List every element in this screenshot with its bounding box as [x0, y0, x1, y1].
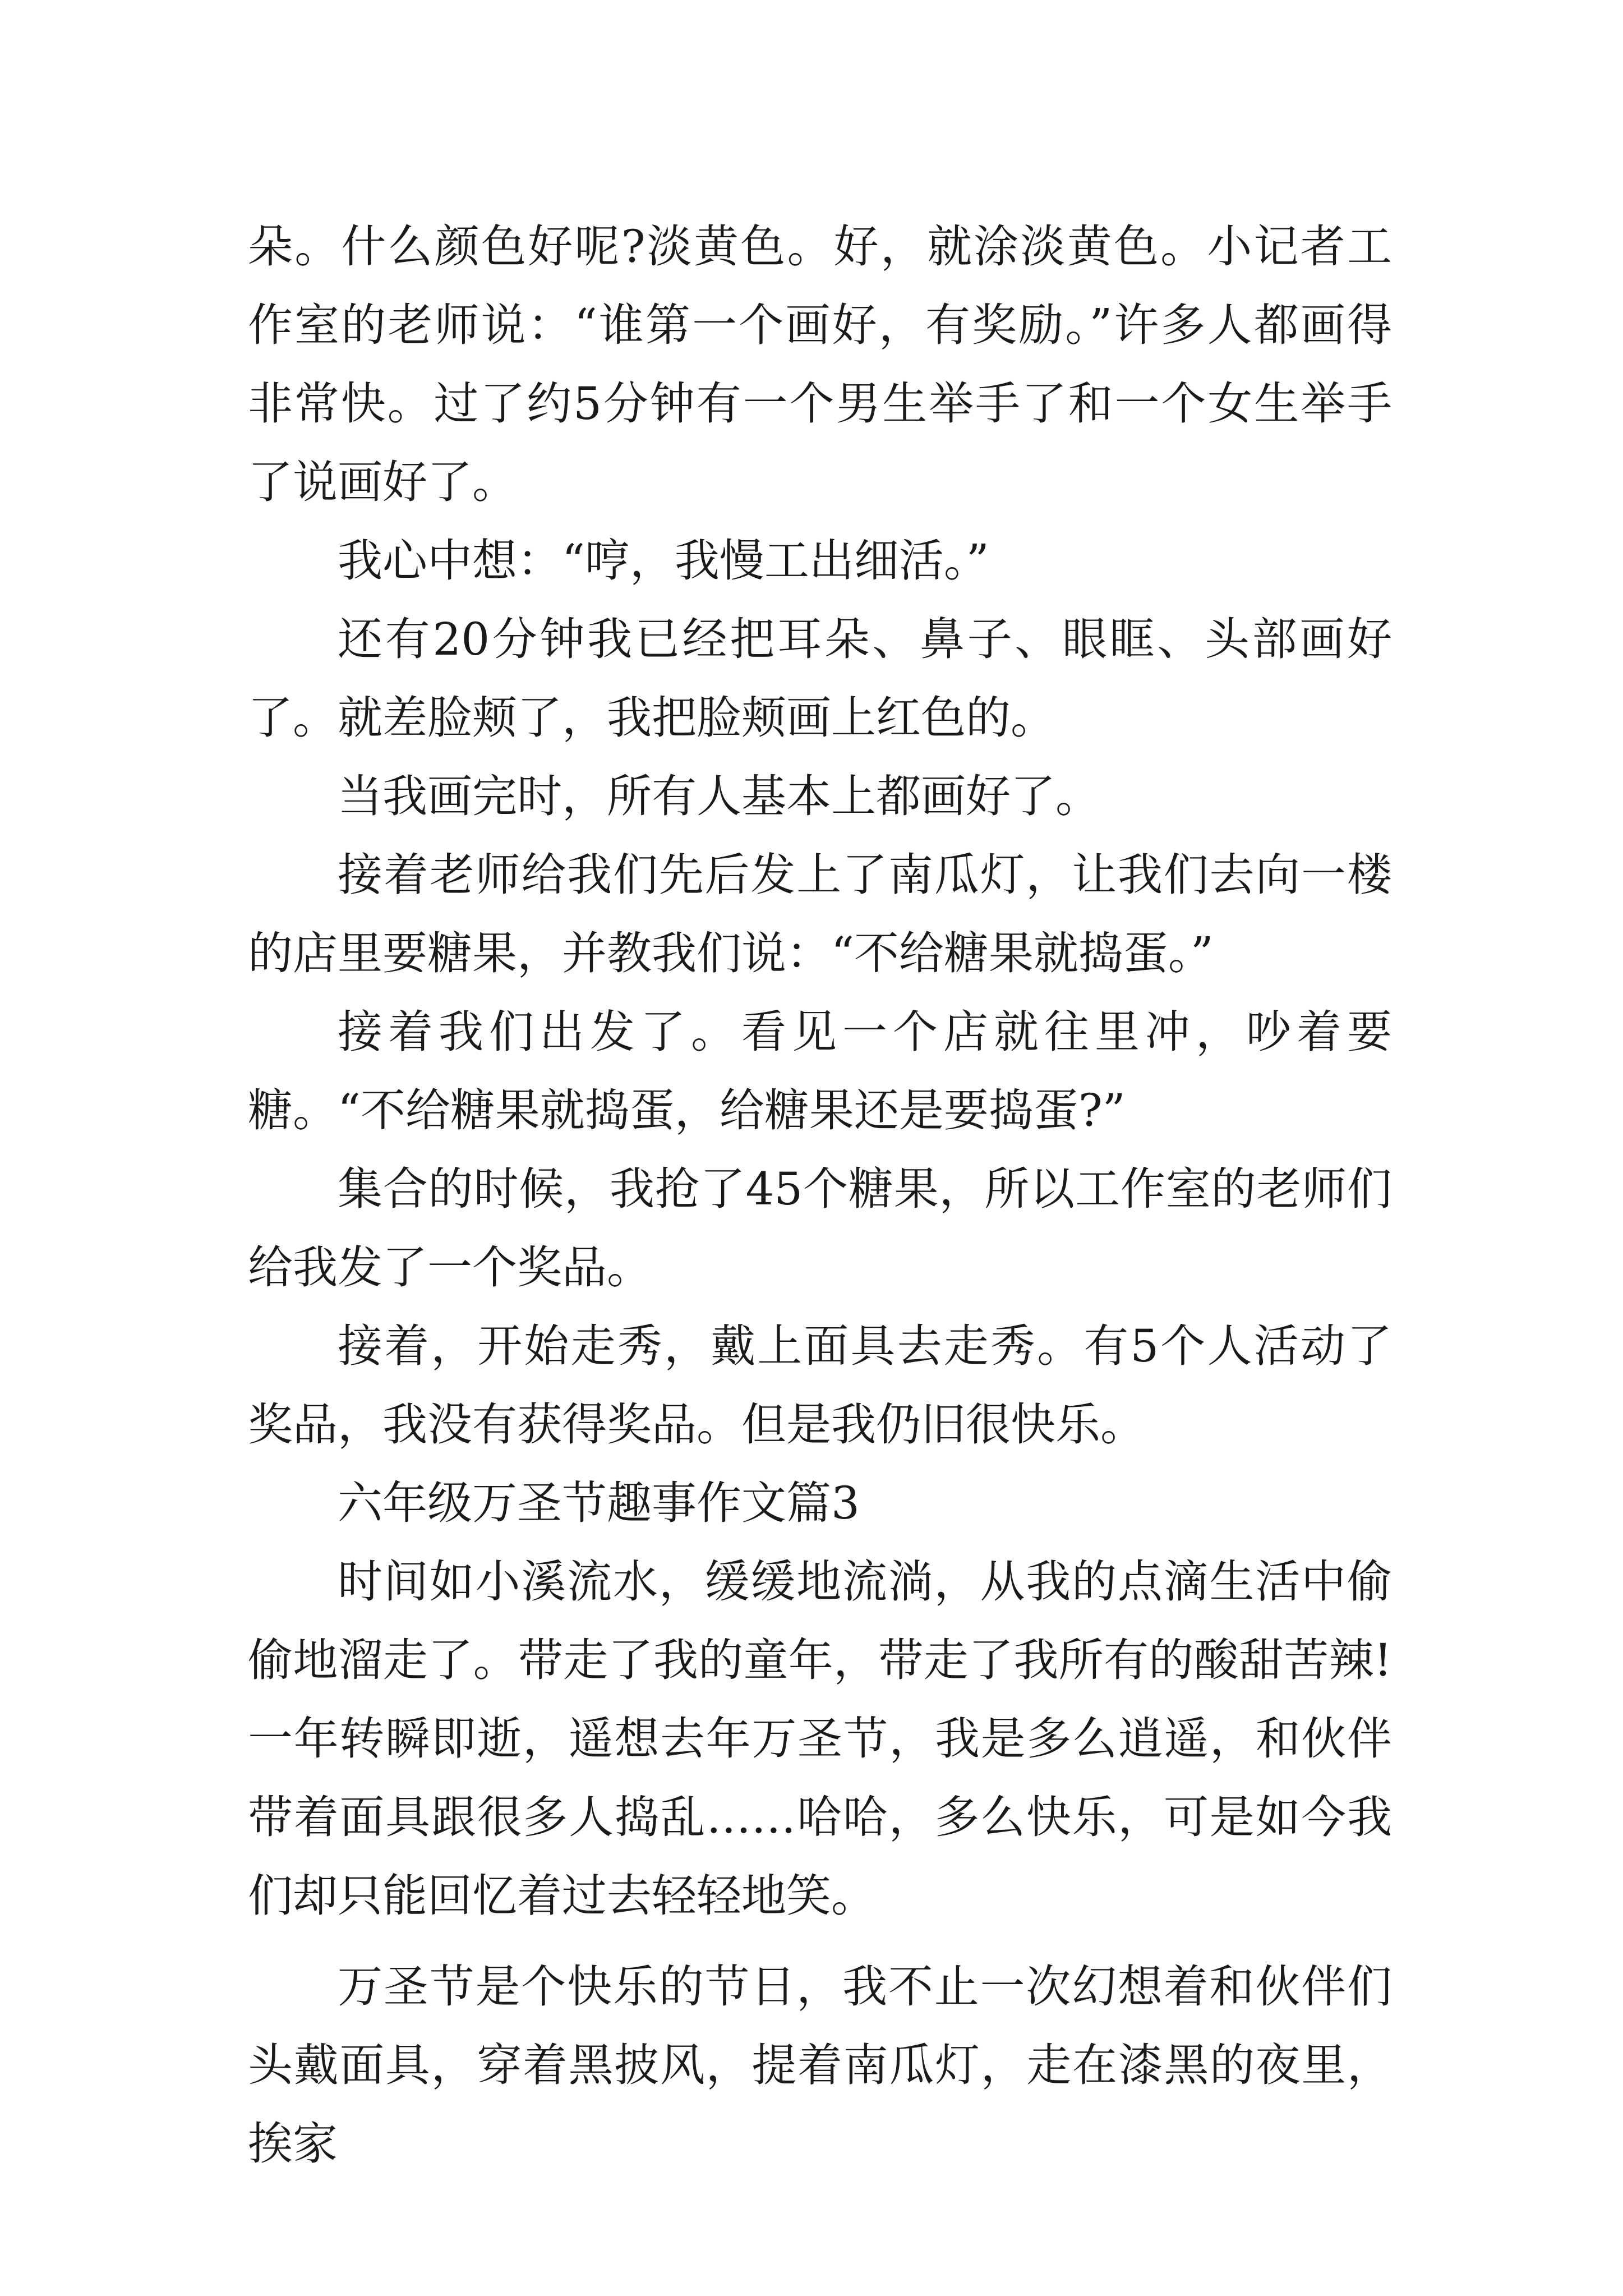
paragraph: 万圣节是个快乐的节日，我不止一次幻想着和伙伴们头戴面具，穿着黑披风，提着南瓜灯，走在漆黑的夜里，挨家 — [248, 1961, 1392, 2170]
document-body — [248, 208, 1392, 2183]
paragraph: 还有20分钟我已经把耳朵、鼻子、眼眶、头部画好了。就差脸颊了，我把脸颊画上红色的。 — [248, 613, 1392, 744]
paragraph: 接着，开始走秀，戴上面具去走秀。有5个人活动了奖品，我没有获得奖品。但是我仍旧很快乐。 — [248, 1320, 1392, 1451]
paragraph: 接着我们出发了。看见一个店就往里冲，吵着要糖。“不给糖果就捣蛋，给糖果还是要捣蛋?” — [248, 1006, 1392, 1137]
section-heading: 六年级万圣节趣事作文篇3 — [338, 1477, 860, 1529]
paragraph: 我心中想：“哼，我慢工出细活。” — [338, 535, 989, 587]
paragraph: 时间如小溪流水，缓缓地流淌，从我的点滴生活中偷偷地溜走了。带走了我的童年，带走了我所有的酸甜苦辣!一年转瞬即逝，遥想去年万圣节，我是多么逍遥，和伙伴带着面具跟很多人捣乱……哈哈，多么快乐，可是如今我们却只能回忆着过去轻轻地笑。 — [248, 1556, 1392, 1922]
paragraph-continuation: 朵。什么颜色好呢?淡黄色。好，就涂淡黄色。小记者工作室的老师说：“谁第一个画好，有奖励。”许多人都画得非常快。过了约5分钟有一个男生举手了和一个女生举手了说画好了。 — [248, 220, 1392, 508]
paragraph: 集合的时候，我抢了45个糖果，所以工作室的老师们给我发了一个奖品。 — [248, 1163, 1392, 1294]
paragraph: 当我画完时，所有人基本上都画好了。 — [338, 770, 1100, 822]
paragraph: 接着老师给我们先后发上了南瓜灯，让我们去向一楼的店里要糖果，并教我们说：“不给糖果就捣蛋。” — [248, 849, 1392, 979]
